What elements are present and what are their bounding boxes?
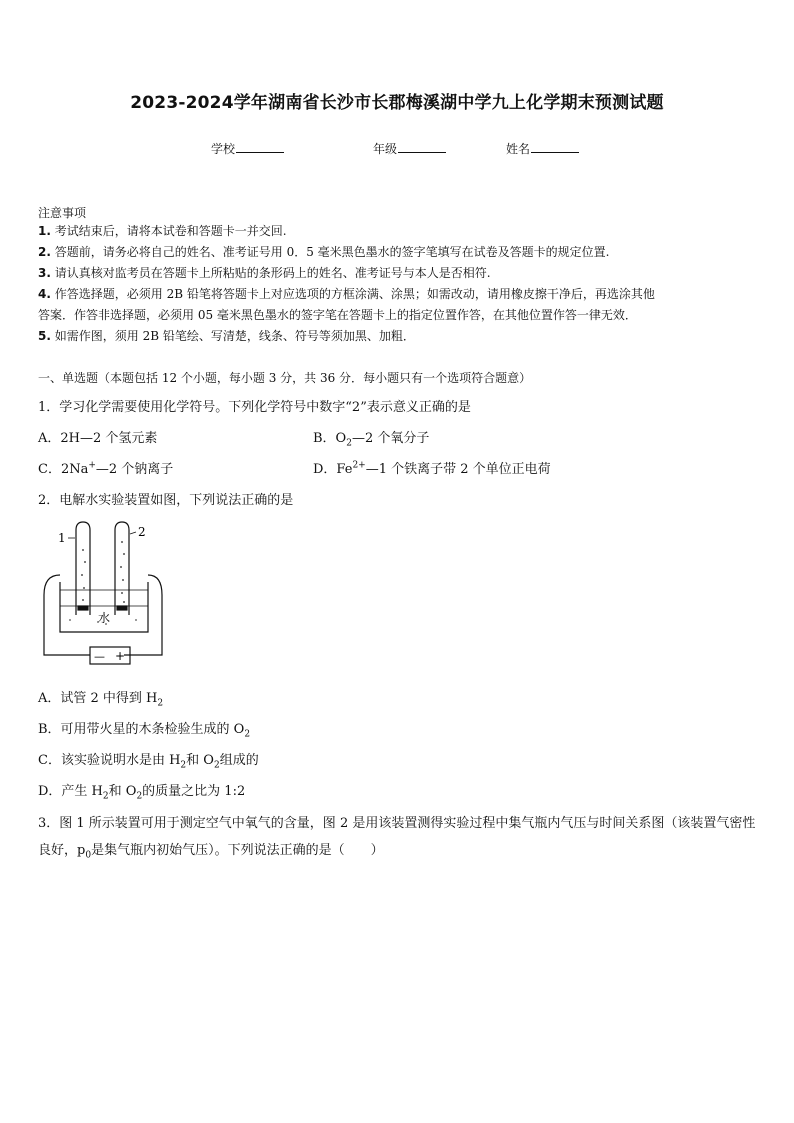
note-item	[38, 284, 758, 304]
school-field	[211, 140, 284, 157]
school-label: 学校	[211, 142, 236, 156]
note-text: 如需作图，须用 2B 铅笔绘、写清楚，线条、符号等须加黑、加粗．	[54, 329, 415, 343]
q2-option-d: D．产生 $H_2$和 $O_2$的质量之比为 1:2	[38, 784, 246, 802]
left-wire	[44, 575, 90, 655]
section-heading: 一、单选题（本题包括 12 个小题，每小题 3 分，共 36 分．每小题只有一个选项符合题意）	[38, 371, 532, 385]
q1-option-a: A．2H—2 个氢元素	[38, 431, 158, 446]
note-text: 作答选择题，必须用 2B 铅笔将答题卡上对应选项的方框涂满、涂黑；如需改动，请用橡皮擦干净后，再选涂其他	[54, 287, 655, 301]
note-number: 2.	[38, 245, 51, 259]
note-item	[38, 263, 758, 283]
negative-terminal: —	[94, 650, 105, 663]
name-label: 姓名	[506, 142, 531, 156]
note-number: 3.	[38, 266, 51, 280]
grade-field	[373, 140, 446, 157]
water-label: 水	[98, 611, 111, 625]
right-wire	[124, 575, 162, 655]
note-text: 答题前，请务必将自己的姓名、准考证号用 0．5 毫米黑色墨水的签字笔填写在试卷及答题卡的规定位置.	[54, 245, 610, 259]
note-number: 5.	[38, 329, 51, 343]
note-text: 考试结束后，请将本试卷和答题卡一并交回.	[54, 224, 287, 238]
note-number: 4.	[38, 287, 51, 301]
tube-1-label: 1	[58, 531, 66, 545]
grade-label: 年级	[373, 142, 398, 156]
name-field	[506, 140, 579, 157]
q1-option-d: D．$Fe^{2+}—1$ 个铁离子带 2 个单位正电荷	[313, 460, 551, 477]
note-text: 答案．作答非选择题，必须用 05 毫米黑色墨水的签字笔在答题卡上的指定位置作答，在其他位置作答一律无效．	[38, 308, 637, 322]
electrode-1	[78, 606, 88, 610]
electrode-2	[117, 606, 127, 610]
school-blank	[236, 140, 284, 153]
note-item	[38, 326, 758, 346]
q2-option-b: B．可用带火星的木条检验生成的 $O_2$	[38, 722, 251, 740]
grade-blank	[398, 140, 446, 153]
positive-terminal: +	[115, 649, 126, 663]
q1-option-b: B．$O_2—2$ 个氧分子	[313, 431, 430, 449]
note-number: 1.	[38, 224, 51, 238]
note-item	[38, 242, 758, 262]
exam-title: 2023-2024学年湖南省长沙市长郡梅溪湖中学九上化学期末预测试题	[130, 93, 664, 113]
question-1-stem: 1．学习化学需要使用化学符号。下列化学符号中数字“2”表示意义正确的是	[38, 400, 471, 415]
note-item	[38, 221, 758, 241]
question-2-stem: 2．电解水实验装置如图，下列说法正确的是	[38, 493, 294, 508]
q1-option-c: C．2Na+—2 个钠离子	[38, 460, 174, 477]
test-tube-1	[76, 522, 90, 615]
note-item	[38, 305, 758, 325]
electrolysis-apparatus-diagram	[40, 520, 170, 670]
q2-option-c: C．该实验说明水是由 $H_2$和 $O_2$组成的	[38, 753, 259, 771]
notes-heading: 注意事项	[38, 206, 87, 220]
note-text: 请认真核对监考员在答题卡上所粘贴的条形码上的姓名、准考证号与本人是否相符.	[54, 266, 491, 280]
q2-option-a: A．试管 2 中得到 $H_2$	[38, 691, 164, 709]
question-3-stem: 3．图 1 所示装置可用于测定空气中氧气的含量，图 2 是用该装置测得实验过程中集气瓶内气压与时间关系图（该装置气密性良好，$p_0$是集气瓶内初始气压）。下列说法正确的是（ ）	[38, 816, 756, 861]
test-tube-2	[115, 522, 129, 615]
tube-2-label: 2	[138, 525, 146, 539]
name-blank	[531, 140, 579, 153]
label-2-leader	[130, 532, 136, 534]
